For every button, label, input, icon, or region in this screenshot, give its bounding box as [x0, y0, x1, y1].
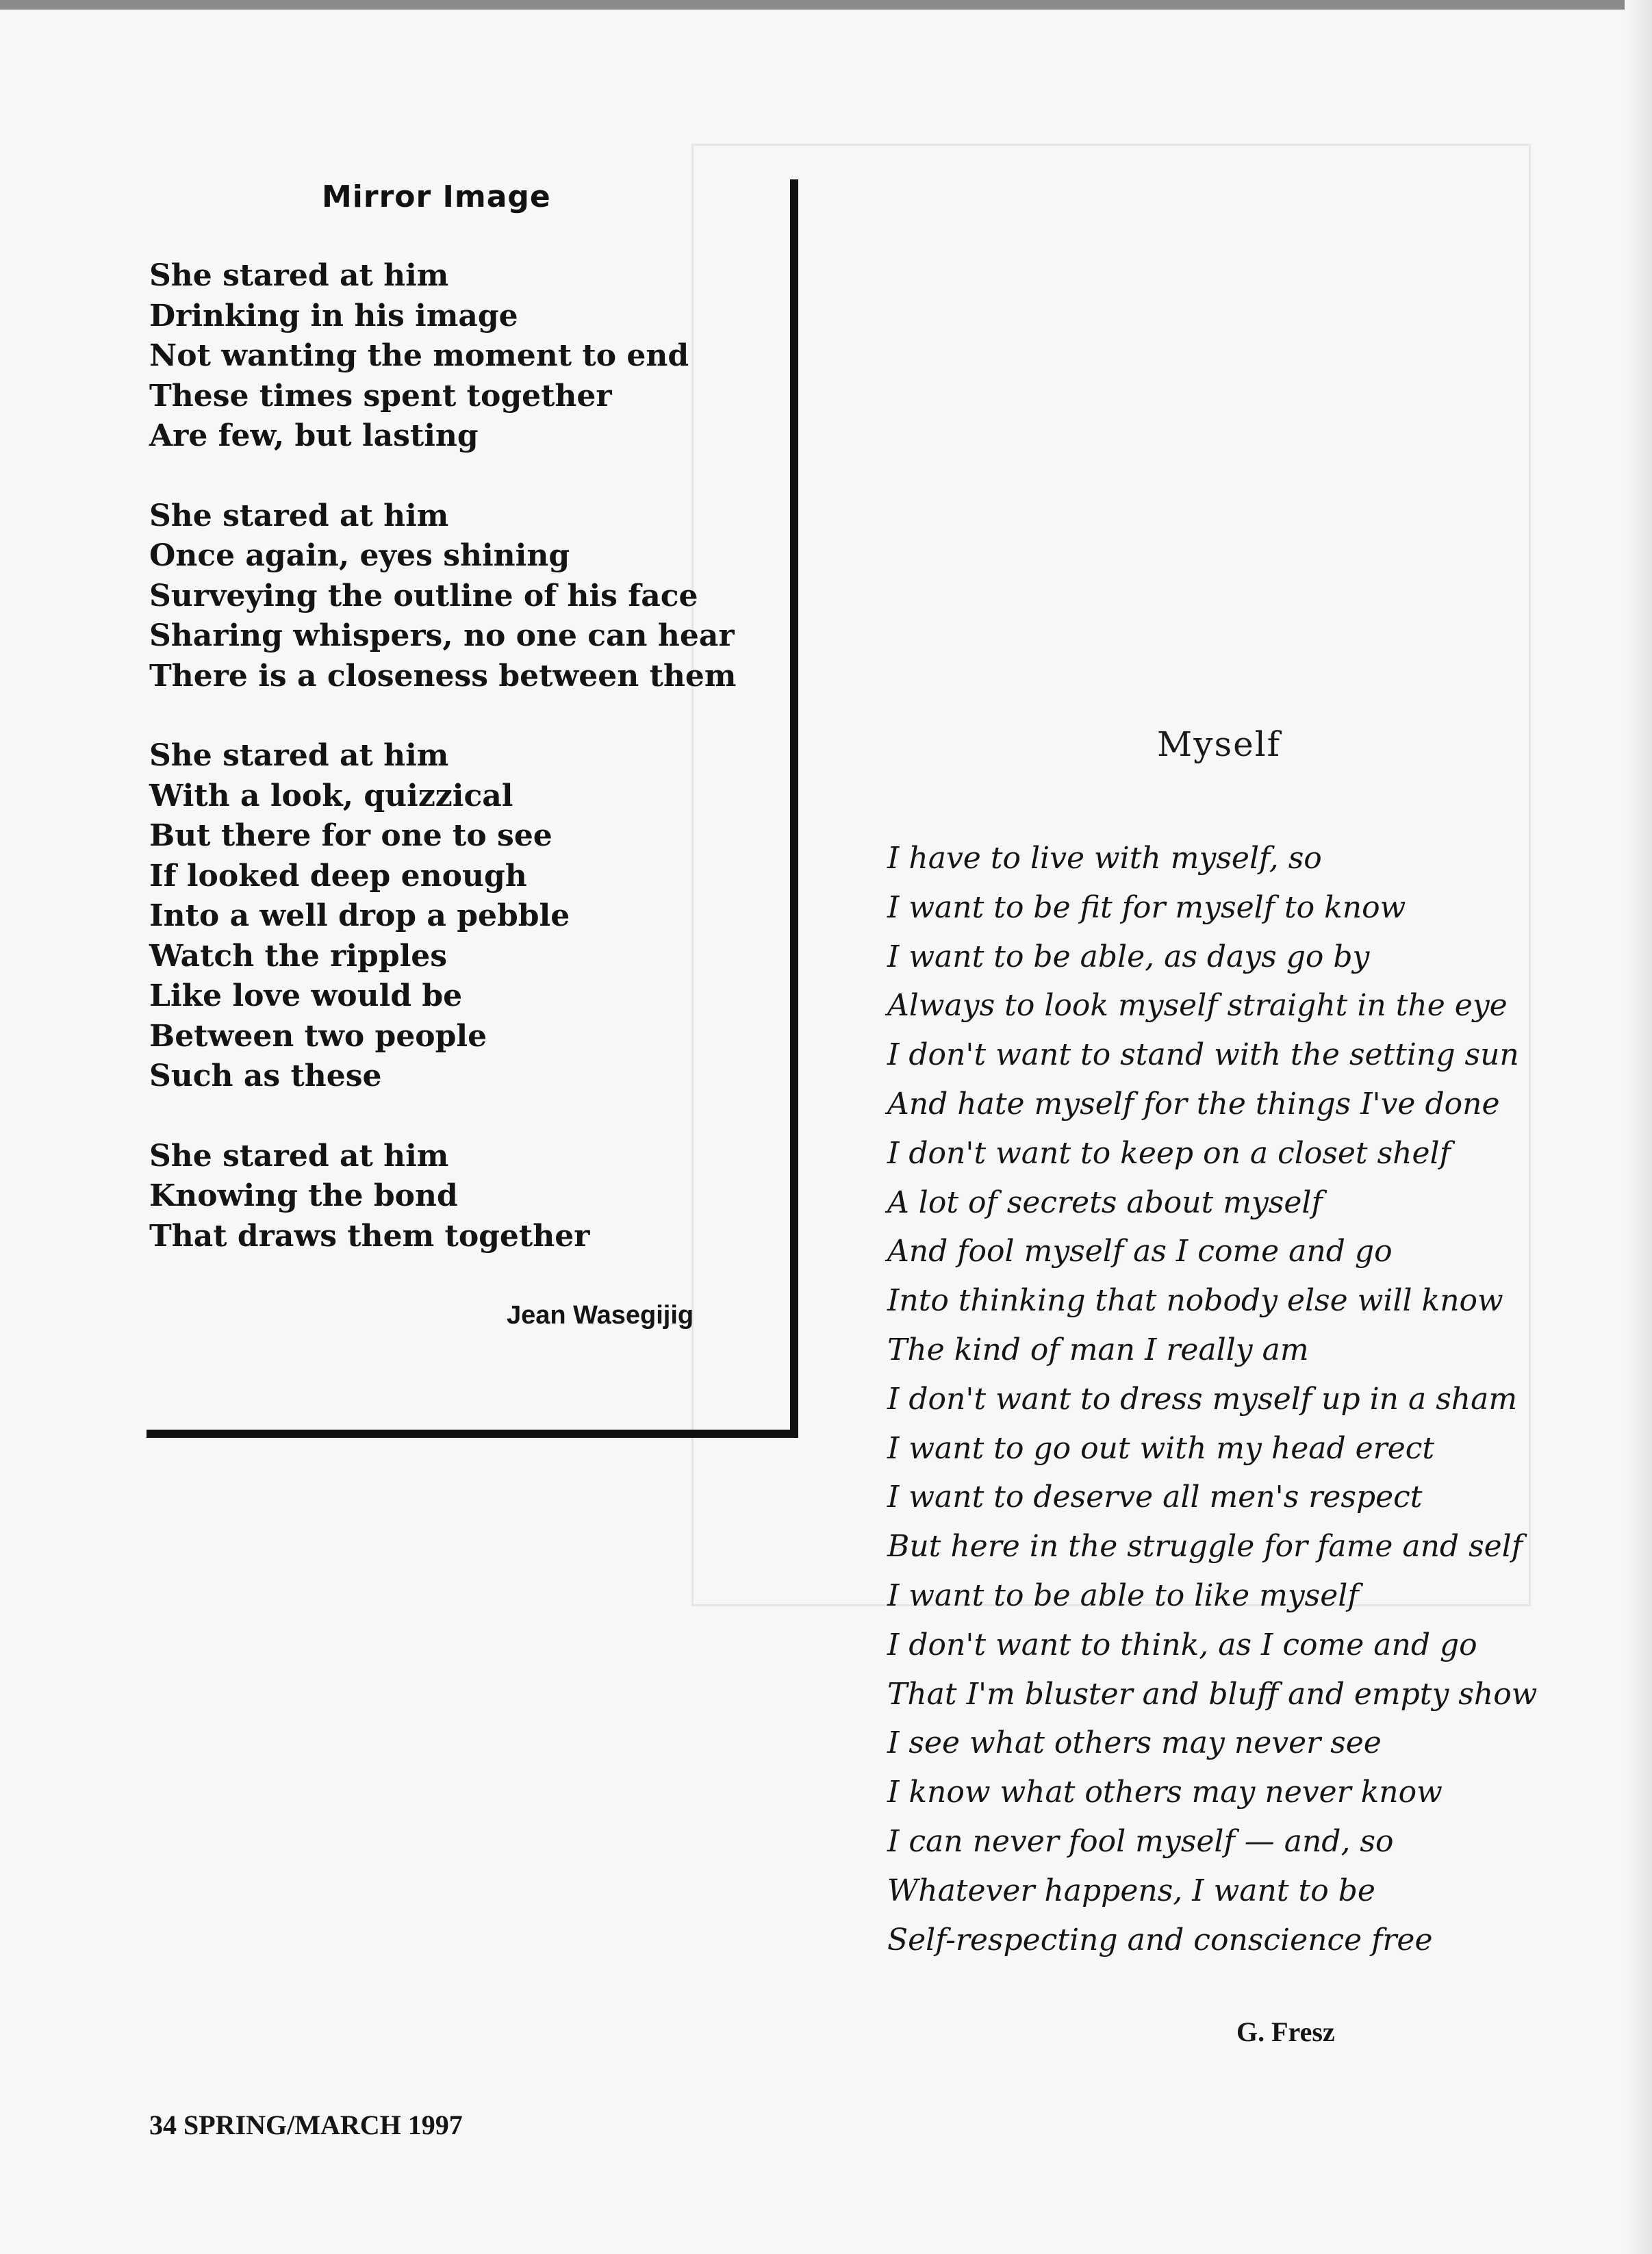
- poem-line: Whatever happens, I want to be: [887, 1873, 1375, 1908]
- poem-body-myself: [887, 834, 1572, 1964]
- poem-line: Such as these: [149, 1059, 382, 1093]
- poem-line: Knowing the bond: [149, 1178, 458, 1213]
- poem-line: I know what others may never know: [887, 1775, 1443, 1810]
- poem-line: Not wanting the moment to end: [149, 338, 689, 373]
- poem-title-mirror-image: Mirror Image: [322, 179, 551, 214]
- poem-line: The kind of man I really am: [887, 1332, 1309, 1367]
- poem-line: I don't want to dress myself up in a sham: [887, 1381, 1518, 1417]
- poem-line: She stared at him: [149, 738, 449, 773]
- poem-line: She stared at him: [149, 498, 449, 533]
- poem-line: These times spent together: [149, 378, 612, 414]
- poem-line: Always to look myself straight in the eye: [887, 988, 1508, 1024]
- poem-line: Drinking in his image: [149, 298, 518, 333]
- poem-line: I want to be fit for myself to know: [887, 889, 1406, 925]
- poem-line: I want to deserve all men's respect: [887, 1480, 1423, 1515]
- poem-line: Like love would be: [149, 978, 463, 1013]
- poem-line: I have to live with myself, so: [887, 841, 1322, 876]
- poem-line: A lot of secrets about myself: [887, 1185, 1323, 1220]
- poem-body-mirror-image: [149, 256, 793, 1296]
- poem-line: Are few, but lasting: [149, 418, 479, 453]
- poem-line: Between two people: [149, 1018, 487, 1054]
- poem-line: I want to go out with my head erect: [887, 1430, 1435, 1466]
- poem-line: And fool myself as I come and go: [887, 1234, 1393, 1269]
- poem-line: Into thinking that nobody else will know: [887, 1283, 1503, 1319]
- poem-line: I see what others may never see: [887, 1725, 1382, 1761]
- poem-line: There is a closeness between them: [149, 658, 737, 694]
- poem-line: Watch the ripples: [149, 938, 448, 974]
- poem-line: Into a well drop a pebble: [149, 898, 570, 933]
- poem-line: That draws them together: [149, 1218, 590, 1254]
- poem-line: She stared at him: [149, 1138, 449, 1174]
- poem-line: But here in the struggle for fame and self: [887, 1529, 1523, 1565]
- poem-line: But there for one to see: [149, 818, 552, 853]
- poem-line: Self-respecting and conscience free: [887, 1922, 1433, 1958]
- poem-line: That I'm bluster and bluff and empty show: [887, 1676, 1538, 1712]
- stanza-4: [149, 1137, 793, 1257]
- stanza-1: [149, 256, 793, 457]
- poem-line: I want to be able, as days go by: [887, 939, 1370, 974]
- frame-rule-horizontal: [147, 1430, 798, 1438]
- poem-line: She stared at him: [149, 258, 449, 293]
- poem-author-mirror-image: Jean Wasegijig: [507, 1301, 694, 1330]
- page-folio: 34 SPRING/MARCH 1997: [149, 2110, 463, 2140]
- poem-line: If looked deep enough: [149, 858, 527, 894]
- page-right-edge: [1625, 0, 1652, 2254]
- stanza-2: [149, 496, 793, 697]
- poem-line: I want to be able to like myself: [887, 1578, 1359, 1613]
- poem-line: Once again, eyes shining: [149, 538, 570, 573]
- poem-line: I can never fool myself — and, so: [887, 1823, 1394, 1859]
- poem-author-myself: G. Fresz: [1236, 2016, 1335, 2047]
- poem-line: With a look, quizzical: [149, 778, 513, 813]
- stanza-3: [149, 736, 793, 1097]
- poem-line: Surveying the outline of his face: [149, 578, 698, 613]
- page-top-edge: [0, 0, 1652, 10]
- poem-title-myself: Myself: [1157, 724, 1282, 764]
- poem-line: And hate myself for the things I've done: [887, 1086, 1500, 1122]
- poem-line: I don't want to stand with the setting sun: [887, 1037, 1519, 1073]
- poem-line: Sharing whispers, no one can hear: [149, 618, 735, 653]
- poem-line: I don't want to keep on a closet shelf: [887, 1135, 1451, 1171]
- frame-rule-vertical: [790, 179, 798, 1438]
- poem-line: I don't want to think, as I come and go: [887, 1627, 1477, 1662]
